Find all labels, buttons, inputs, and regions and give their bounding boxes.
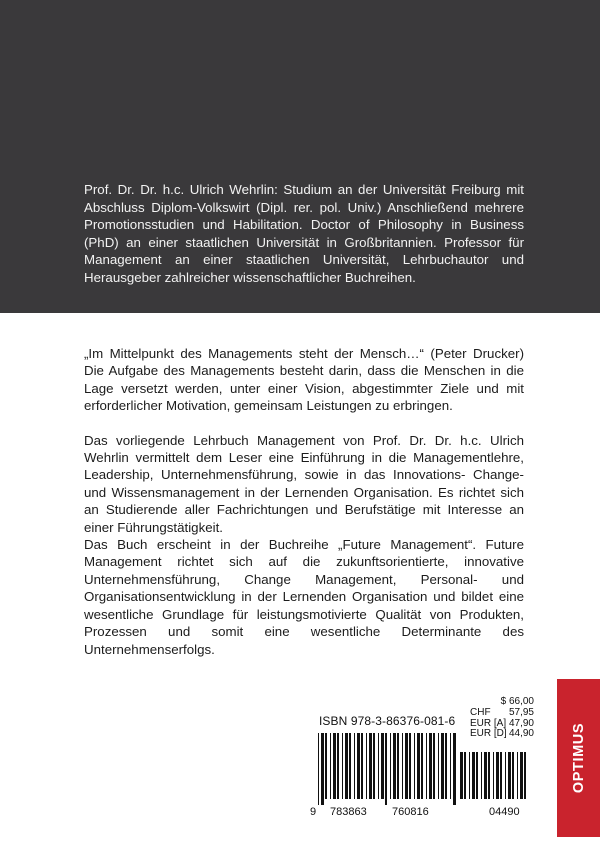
barcode-bar [318, 733, 319, 805]
barcode-digits: 783863 [330, 806, 367, 818]
barcode-bar [460, 752, 463, 799]
barcode-bar [385, 733, 387, 805]
barcode-bar [505, 752, 506, 799]
barcode-digits: 04490 [489, 806, 520, 818]
barcode-bar [441, 733, 444, 799]
barcode-bar [472, 752, 475, 799]
series-paragraph: Das Buch erscheint in der Buchreihe „Future Management“. Future Management richtet sich auf die zukunftsorientierte, innovative Unternehmensführung, Change Management, Personal- und Organisationsentwicklung in der Lernenden Organisation und bildet eine wesentliche Grundlage für leistungsmotivierte Qualität von Produkten, Prozessen und somit eine wesentliche Determinante des Unternehmenserfolgs. [84, 537, 524, 657]
barcode-digits: 9 [310, 806, 317, 818]
barcode-bar [524, 752, 526, 799]
barcode-bar [520, 752, 523, 799]
barcode-bar [517, 752, 518, 799]
barcode-bar [409, 733, 411, 799]
quote-paragraph: „Im Mittelpunkt des Managements steht der Mensch…“ (Peter Drucker) Die Aufgabe des Managements besteht darin, dass die Menschen in die Lage versetzt werden, unter einer Vision, abgestimmter Ziele und mit erforderlicher Motivation, gemeinsam Leistungen zu erbringen. [84, 346, 524, 414]
price-value: 57,95 [508, 706, 534, 718]
barcode-bar [429, 733, 432, 799]
barcode-bar [330, 733, 331, 799]
addon-barcode [460, 752, 528, 805]
barcode-bar [500, 752, 502, 799]
price-value: 47,90 [508, 717, 534, 729]
price-value: 44,90 [508, 728, 534, 740]
barcode-bar [405, 733, 408, 799]
barcode-digits: 760816 [392, 806, 429, 818]
barcode-bar [333, 733, 336, 799]
barcode-bar [393, 733, 396, 799]
barcode-bar [453, 733, 456, 805]
barcode-bar [445, 733, 447, 799]
barcode-bar [476, 752, 478, 799]
barcode-bar [414, 733, 415, 799]
barcode-bar [450, 733, 451, 799]
price-currency: EUR [D] [470, 728, 507, 740]
isbn-label: ISBN 978-3-86376-081-6 [319, 714, 456, 728]
book-description-paragraph: Das vorliegende Lehrbuch Management von Prof. Dr. Dr. h.c. Ulrich Wehrlin vermittelt dem Leser eine Einführung in die Managementlehre, Leadership, Unternehmensführung, sowie in das Innovations- Change- und Wissensmanagement in der Lernenden Organisation. Es richtet sich an Studierende aller Fachrichtungen und Berufstätige mit Interesse an einer Führungstätigkeit. [84, 432, 524, 535]
barcode-bar [378, 733, 379, 799]
barcode-bar [397, 733, 399, 799]
price-value: $ 66,00 [500, 696, 534, 707]
barcode-bar [508, 752, 511, 799]
barcode-bar [484, 752, 487, 799]
price-row [470, 708, 534, 719]
barcode-bar [464, 752, 466, 799]
publisher-logo [557, 679, 600, 837]
author-bio: Prof. Dr. Dr. h.c. Ulrich Wehrlin: Studium an der Universität Freiburg mit Abschluss Diplom-Volkswirt (Dipl. rer. pol. Univ.) Anschließend mehrere Promotionsstudien und Habilitation. Doctor of Philosophy in Business (PhD) an einer staatlichen Universität in Großbritannien. Professor für Management an einer staatlichen Universität, Lehrbuchautor und Herausgeber zahlreicher wissenschaftlicher Buchreihen. [84, 182, 524, 285]
barcode-bar [342, 733, 343, 799]
barcode-bar [366, 733, 367, 799]
price-list [470, 697, 534, 740]
barcode-bar [361, 733, 363, 799]
barcode-bar [433, 733, 435, 799]
barcode-bar [481, 752, 482, 799]
barcode-bar [402, 733, 403, 799]
barcode-bar [337, 733, 339, 799]
barcode-bar [345, 733, 348, 799]
barcode-bar [369, 733, 372, 799]
barcode-bar [321, 733, 324, 805]
barcode-bar [493, 752, 494, 799]
barcode-bar [421, 733, 423, 799]
author-bio-panel [0, 0, 600, 313]
barcode-bar [496, 752, 499, 799]
price-row [470, 729, 534, 740]
barcode-bar [417, 733, 420, 799]
barcode-bar [512, 752, 514, 799]
barcode-bar [373, 733, 375, 799]
barcode-bar [426, 733, 427, 799]
barcode-bar [349, 733, 351, 799]
price-currency: EUR [A] [470, 717, 507, 729]
publisher-name: OPTIMUS [570, 722, 587, 794]
barcode-bar [354, 733, 355, 799]
barcode-bar [469, 752, 470, 799]
barcode-bar [381, 733, 384, 799]
barcode-bar [438, 733, 439, 799]
barcode-bar [488, 752, 490, 799]
barcode-bar [390, 733, 391, 799]
back-cover-blurb [84, 345, 524, 658]
price-currency: CHF [470, 706, 491, 718]
barcode-bar [357, 733, 360, 799]
barcode-bar [325, 733, 327, 799]
ean-barcode [318, 733, 456, 805]
